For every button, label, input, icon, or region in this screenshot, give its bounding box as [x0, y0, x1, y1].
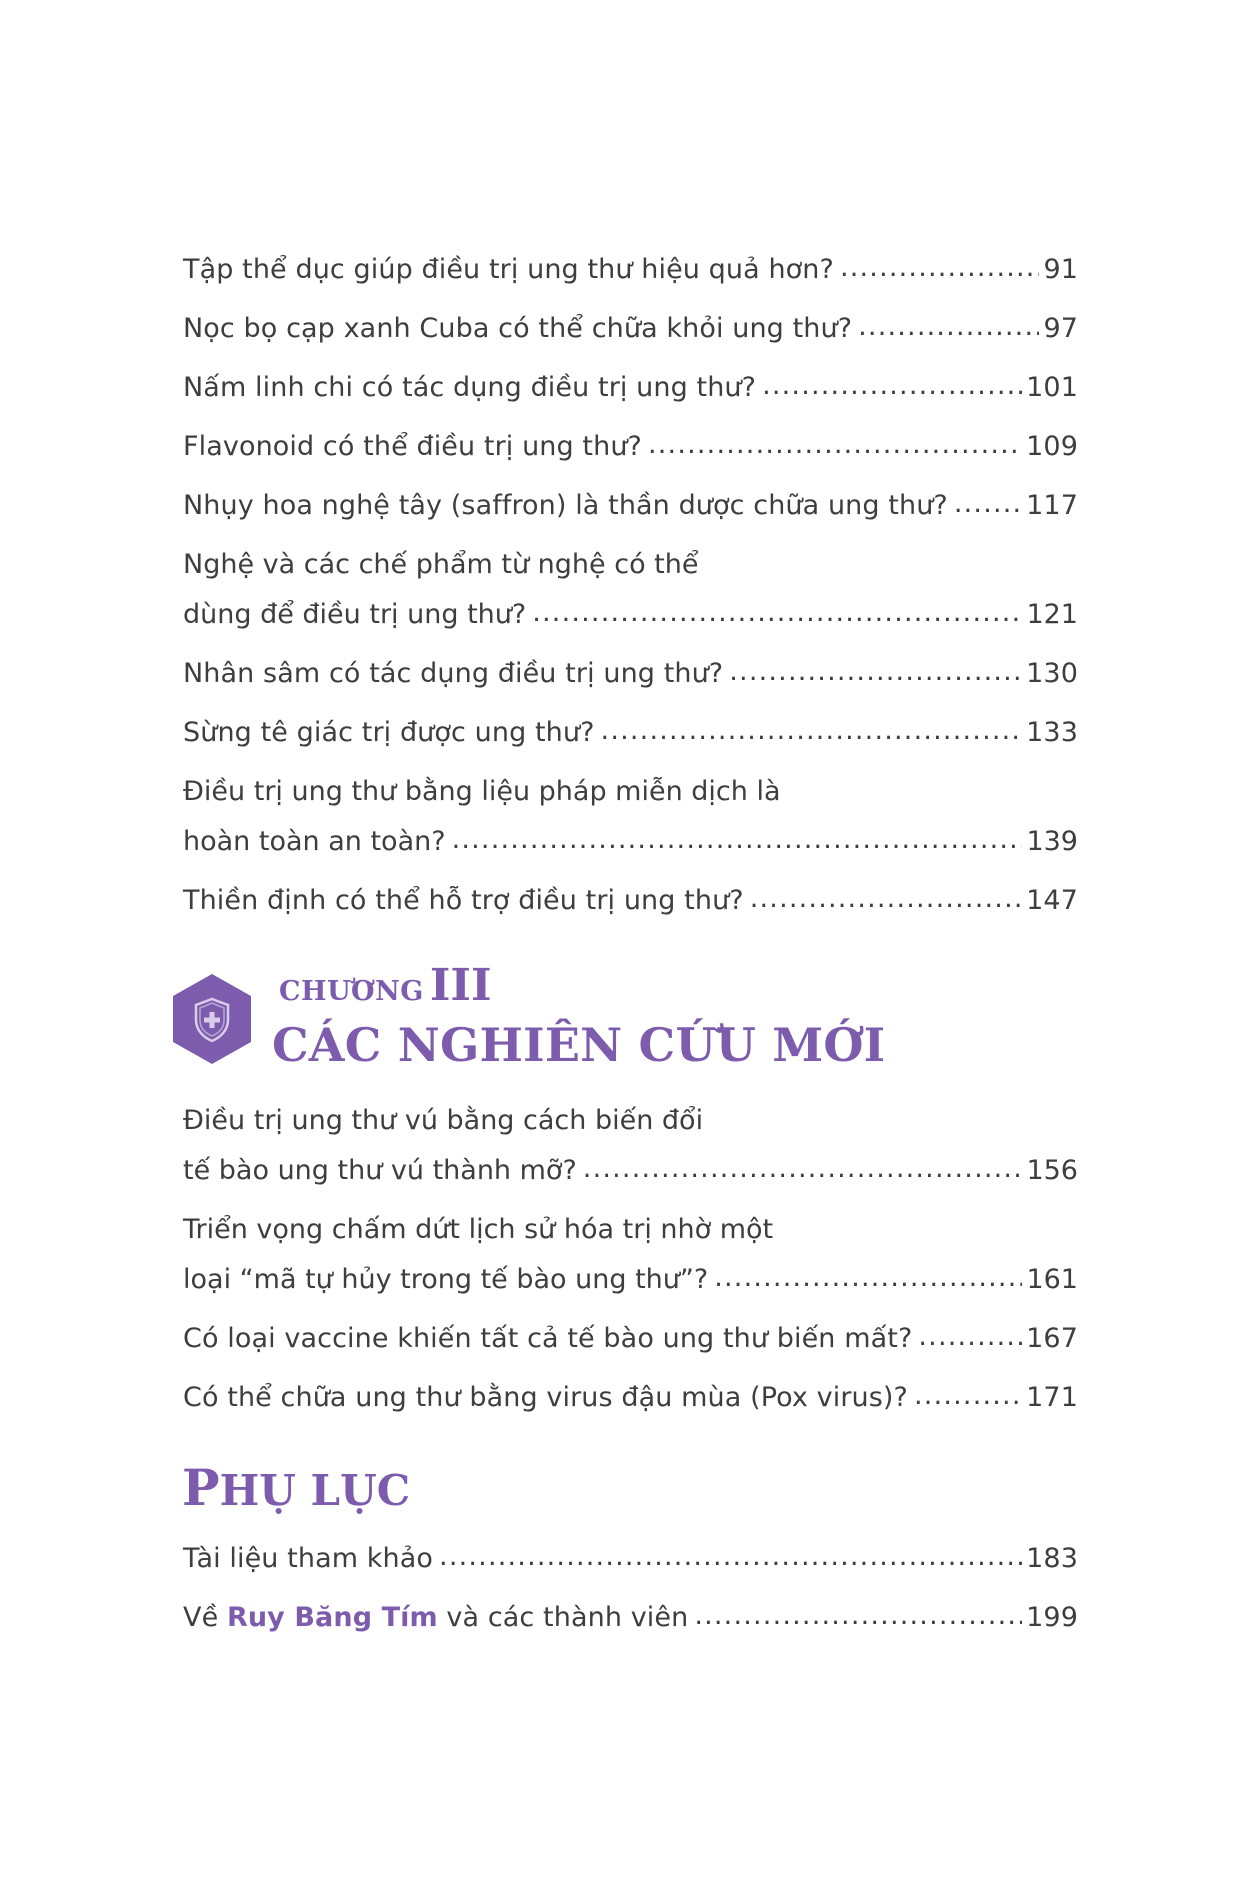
dot-leader	[762, 368, 1022, 404]
toc-page-number: 109	[1026, 431, 1078, 462]
toc-entry[interactable]	[183, 1212, 1078, 1298]
toc-entry-title: Nấm linh chi có tác dụng điều trị ung thư?	[183, 372, 757, 403]
toc-page-number: 139	[1026, 826, 1078, 857]
toc-entry-title: Tập thể dục giúp điều trị ung thư hiệu quả hơn?	[183, 254, 834, 285]
toc-page-number: 133	[1026, 717, 1078, 748]
toc-page-number: 183	[1026, 1543, 1078, 1574]
toc-entry-prefix: Về	[183, 1602, 227, 1633]
dot-leader	[750, 881, 1022, 917]
dot-leader	[601, 713, 1023, 749]
toc-entry-title-line1: Triển vọng chấm dứt lịch sử hóa trị nhờ một	[183, 1214, 774, 1245]
toc-page-number: 101	[1026, 372, 1078, 403]
chapter-heading	[170, 960, 1078, 1073]
toc-entry[interactable]	[183, 370, 1078, 406]
toc-entry-suffix: và các thành viên	[437, 1602, 689, 1633]
toc-page-number: 147	[1026, 885, 1078, 916]
toc-entry-title: hoàn toàn an toàn?	[183, 826, 446, 857]
toc-section-1	[183, 252, 1078, 919]
toc-entry-title: Nhân sâm có tác dụng điều trị ung thư?	[183, 658, 724, 689]
toc-entry[interactable]	[183, 429, 1078, 465]
appendix-heading	[182, 1458, 1078, 1521]
toc-entry-title: Flavonoid có thể điều trị ung thư?	[183, 431, 642, 462]
toc-page-number: 91	[1043, 254, 1078, 285]
toc-entry[interactable]	[183, 488, 1078, 524]
toc-entry-title: Sừng tê giác trị được ung thư?	[183, 717, 595, 748]
toc-page-number: 130	[1026, 658, 1078, 689]
toc-entry-title: Nhụy hoa nghệ tây (saffron) là thần dược chữa ung thư?	[183, 490, 948, 521]
toc-page-number: 156	[1026, 1155, 1078, 1186]
toc-page-number: 161	[1026, 1264, 1078, 1295]
dot-leader	[532, 595, 1022, 631]
table-of-contents	[183, 252, 1078, 1659]
toc-entry[interactable]	[183, 1380, 1078, 1416]
chapter-title: CÁC NGHIÊN CỨU MỚI	[272, 1018, 886, 1072]
appendix-heading-rest: HỤ LỤC	[219, 1466, 411, 1515]
appendix-heading-initial: P	[182, 1458, 220, 1517]
toc-entry[interactable]	[183, 883, 1078, 919]
toc-entry[interactable]	[183, 311, 1078, 347]
toc-entry-title-line1: Điều trị ung thư bằng liệu pháp miễn dịch là	[183, 776, 781, 807]
chapter-number: III	[429, 960, 492, 1011]
toc-entry-title: Thiền định có thể hỗ trợ điều trị ung thư?	[183, 885, 744, 916]
toc-entry[interactable]	[183, 1103, 1078, 1189]
toc-entry[interactable]	[183, 1600, 1078, 1636]
dot-leader	[858, 309, 1039, 345]
toc-entry-title: Có loại vaccine khiến tất cả tế bào ung thư biến mất?	[183, 1323, 913, 1354]
toc-section-2	[183, 1103, 1078, 1416]
chapter-label-word: CHƯƠNG	[279, 976, 424, 1007]
chapter-label	[272, 960, 885, 1017]
toc-entry-title: tế bào ung thư vú thành mỡ?	[183, 1155, 577, 1186]
toc-entry[interactable]	[183, 547, 1078, 633]
toc-page-number: 97	[1043, 313, 1078, 344]
toc-entry-title: Nọc bọ cạp xanh Cuba có thể chữa khỏi ung thư?	[183, 313, 853, 344]
toc-page-number: 167	[1026, 1323, 1078, 1354]
toc-entry[interactable]	[183, 252, 1078, 288]
toc-page-number: 199	[1026, 1602, 1078, 1633]
toc-entry[interactable]	[183, 656, 1078, 692]
toc-entry-title: dùng để điều trị ung thư?	[183, 599, 527, 630]
toc-entry-title	[183, 1600, 688, 1636]
toc-page-number: 117	[1026, 490, 1078, 521]
toc-appendix	[183, 1541, 1078, 1636]
dot-leader	[452, 822, 1023, 858]
toc-entry[interactable]	[183, 1321, 1078, 1357]
dot-leader	[439, 1539, 1022, 1575]
toc-page-number: 171	[1026, 1382, 1078, 1413]
dot-leader	[694, 1598, 1022, 1634]
toc-entry-title: Tài liệu tham khảo	[183, 1543, 434, 1574]
toc-entry-title: Có thể chữa ung thư bằng virus đậu mùa (Pox virus)?	[183, 1382, 908, 1413]
toc-entry-title-line1: Điều trị ung thư vú bằng cách biến đổi	[183, 1105, 704, 1136]
shield-cross-icon	[170, 972, 254, 1066]
brand-name: Ruy Băng Tím	[226, 1602, 438, 1633]
toc-page-number: 121	[1026, 599, 1078, 630]
dot-leader	[729, 654, 1022, 690]
toc-entry[interactable]	[183, 1541, 1078, 1577]
dot-leader	[918, 1319, 1022, 1355]
toc-entry[interactable]	[183, 715, 1078, 751]
toc-entry-title: loại “mã tự hủy trong tế bào ung thư”?	[183, 1264, 709, 1295]
dot-leader	[840, 250, 1040, 286]
dot-leader	[583, 1151, 1023, 1187]
dot-leader	[714, 1260, 1022, 1296]
dot-leader	[648, 427, 1022, 463]
dot-leader	[914, 1378, 1022, 1414]
dot-leader	[954, 486, 1022, 522]
toc-entry-title-line1: Nghệ và các chế phẩm từ nghệ có thể	[183, 549, 699, 580]
toc-entry[interactable]	[183, 774, 1078, 860]
